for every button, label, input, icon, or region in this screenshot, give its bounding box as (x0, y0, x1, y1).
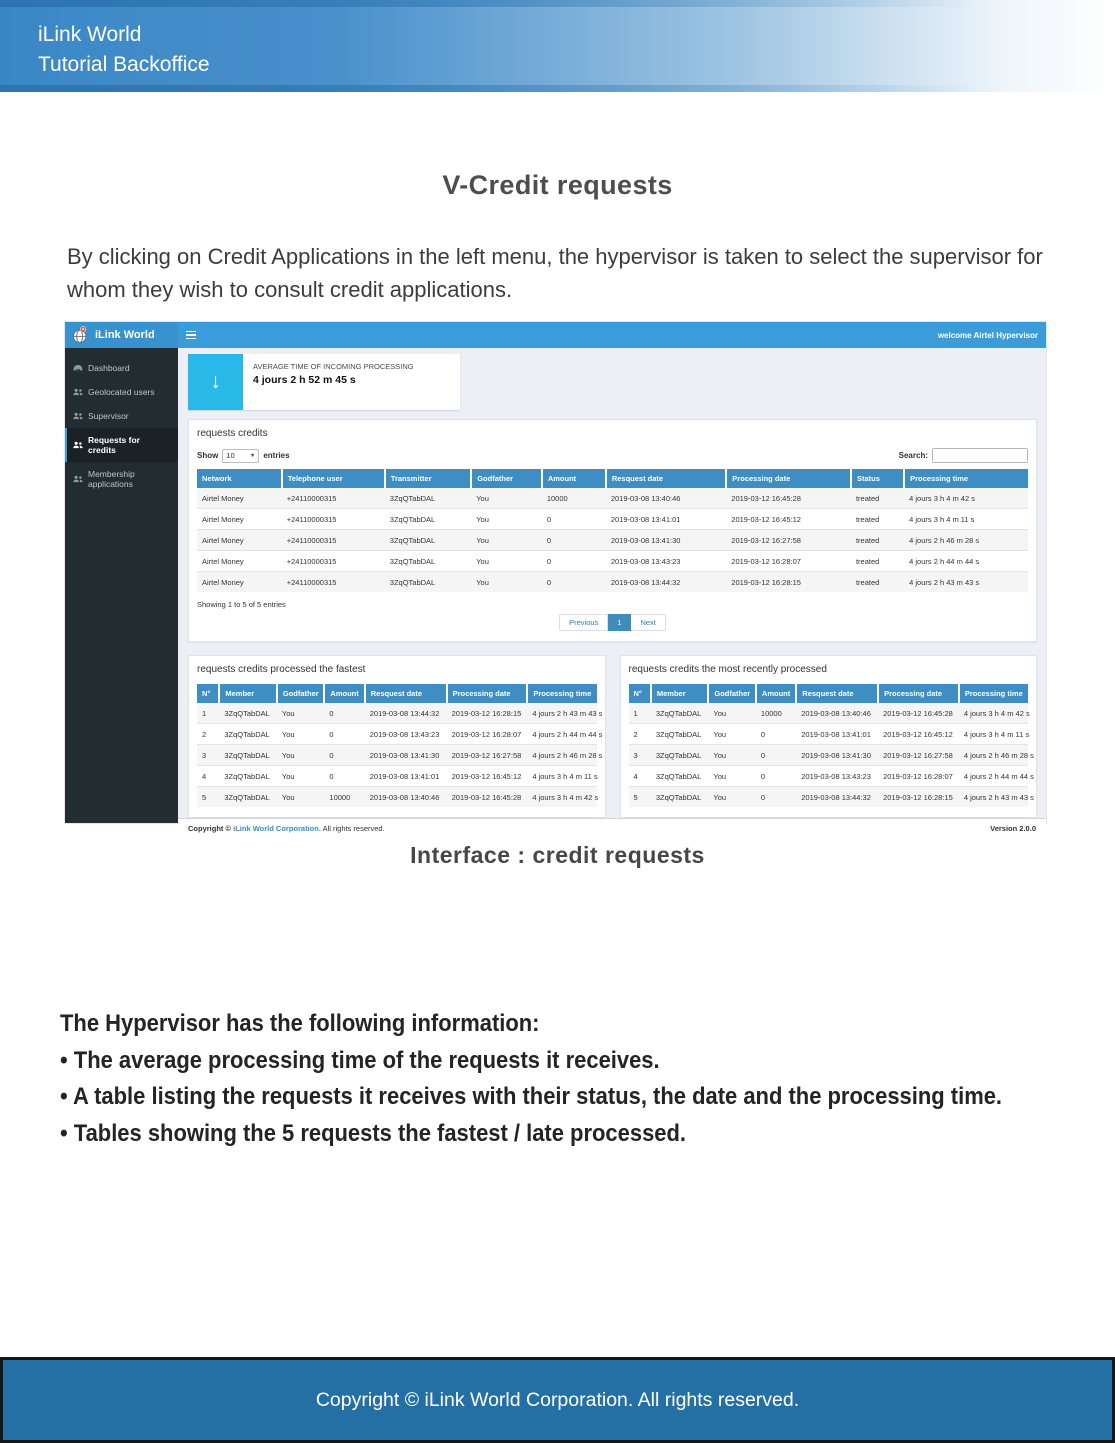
table-cell: 2019-03-12 16:45:28 (883, 708, 953, 718)
table-row (197, 572, 1028, 593)
recent-requests-panel (620, 655, 1038, 818)
table-cell: 3ZqQTabDAL (385, 509, 471, 530)
table-cell: 2019-03-08 13:41:01 (796, 724, 878, 745)
table-cell: 10000 (546, 493, 568, 503)
table-cell: 3 (197, 745, 219, 766)
table-row (197, 530, 1028, 551)
panel-title: requests credits processed the fastest (197, 664, 366, 675)
table-cell: 0 (329, 708, 334, 718)
column-header[interactable]: Godfather (471, 469, 542, 488)
panel-title: requests credits the most recently processed (628, 664, 827, 675)
users-icon (73, 475, 83, 483)
app-footer (178, 818, 1046, 842)
average-time-text (243, 354, 424, 410)
app-screenshot (65, 322, 1046, 833)
column-header[interactable]: Processing time (904, 469, 1028, 488)
app-navbar-rest (178, 322, 1046, 348)
table-cell: 3ZqQTabDAL (224, 708, 270, 718)
table-cell: 2 (629, 724, 651, 745)
app-sidebar (65, 348, 178, 823)
average-time-value: 4 jours 2 h 52 m 45 s (253, 374, 356, 386)
search-input[interactable] (932, 448, 1028, 463)
table-cell: 4 jours 2 h 46 m 28 s (527, 745, 596, 766)
table-cell: 3ZqQTabDAL (219, 787, 277, 808)
sidebar-item-label: Membership applications (88, 469, 135, 489)
table-cell: 4 jours 3 h 4 m 42 s (527, 787, 596, 808)
intro-paragraph: By clicking on Credit Applications in the left menu, the hypervisor is taken to select the supervisor for whom they wish to consult credit applications. (67, 244, 1043, 302)
table-cell: 0 (542, 551, 606, 572)
table-cell: 2019-03-12 16:28:07 (726, 551, 851, 572)
table-cell: 2019-03-12 16:27:58 (726, 530, 851, 551)
table-cell: 0 (756, 724, 796, 745)
table-cell: treated (855, 493, 880, 503)
table-cell: 4 (629, 766, 651, 787)
table-cell: You (471, 509, 542, 530)
column-header[interactable]: Processing date (726, 469, 851, 488)
users-icon (73, 441, 83, 449)
table-cell: 2019-03-12 16:28:15 (878, 787, 959, 808)
table-cell: 4 jours 2 h 43 m 43 s (532, 708, 603, 718)
table-cell: 0 (542, 530, 606, 551)
entries-select-value: 10 (226, 451, 235, 460)
table-row (629, 787, 1029, 808)
table-cell: You (708, 724, 756, 745)
column-header[interactable]: Member (219, 684, 277, 703)
sidebar-item-label: Requests for credits (88, 435, 140, 455)
column-header[interactable]: N° (197, 684, 219, 703)
table-cell: 4 jours 2 h 43 m 43 s (959, 787, 1028, 808)
recent-requests-table (629, 684, 1034, 807)
info-bullet: • Tables showing the 5 requests the fastest / late processed. (60, 1119, 687, 1147)
table-cell: 3ZqQTabDAL (389, 493, 436, 503)
table-cell: You (471, 572, 542, 593)
table-cell: 2019-03-08 13:44:32 (606, 572, 726, 593)
search-control (899, 448, 1028, 463)
column-header[interactable]: Resquest date (365, 684, 447, 703)
table-cell: Airtel Money (197, 530, 282, 551)
table-cell: 4 jours 2 h 44 m 44 s (904, 551, 1028, 572)
column-header[interactable]: Processing date (447, 684, 528, 703)
table-cell: You (471, 551, 542, 572)
table-cell: 0 (542, 572, 606, 593)
table-cell: Airtel Money (202, 493, 244, 503)
table-cell: You (277, 766, 325, 787)
table-cell: 0 (324, 745, 364, 766)
copyright-label: Copyright © (188, 824, 232, 833)
table-cell: 2019-03-12 16:27:58 (447, 745, 528, 766)
dashboard-icon (73, 364, 83, 372)
table-row (197, 766, 597, 787)
table-cell: 2019-03-08 13:43:23 (606, 551, 726, 572)
column-header[interactable]: Status (851, 469, 904, 488)
sidebar-toggle-icon[interactable] (186, 331, 196, 340)
table-row (629, 724, 1029, 745)
table-cell: Airtel Money (197, 572, 282, 593)
column-header[interactable]: Processing date (878, 684, 959, 703)
table-cell: 3ZqQTabDAL (385, 530, 471, 551)
table-cell: 3ZqQTabDAL (385, 551, 471, 572)
page-footer-bar (0, 1357, 1115, 1443)
table-cell: 4 jours 2 h 46 m 28 s (959, 745, 1028, 766)
panel-title: requests credits (197, 428, 268, 439)
column-header[interactable]: Amount (324, 684, 364, 703)
app-main (178, 348, 1046, 833)
document-header-banner (0, 0, 1115, 92)
sidebar-item-dashboard[interactable] (65, 356, 178, 380)
table-row (629, 766, 1029, 787)
down-arrow-icon: ↓ (188, 354, 243, 410)
table-cell: +24110000315 (286, 493, 337, 503)
table-cell: 3ZqQTabDAL (651, 724, 709, 745)
table-row (197, 724, 597, 745)
entries-select[interactable] (222, 449, 259, 463)
table-row (197, 551, 1028, 572)
previous-page-button[interactable]: Previous (559, 614, 608, 631)
showing-entries-text: Showing 1 to 5 of 5 entries (197, 600, 286, 609)
table-cell: 2019-03-12 16:28:07 (878, 766, 959, 787)
table-cell: 3ZqQTabDAL (219, 724, 277, 745)
search-label: Search: (898, 451, 928, 460)
column-header[interactable]: Telephone user (282, 469, 385, 488)
table-cell: 2019-03-12 16:45:12 (878, 724, 959, 745)
table-cell: You (708, 787, 756, 808)
table-cell: 10000 (760, 708, 782, 718)
table-cell: You (277, 724, 325, 745)
column-header[interactable]: Godfather (708, 684, 756, 703)
table-cell: treated (851, 551, 904, 572)
table-cell: You (277, 745, 325, 766)
table-cell: +24110000315 (282, 551, 385, 572)
users-icon (73, 388, 83, 396)
table-cell: 1 (633, 708, 638, 718)
table-cell: You (281, 708, 295, 718)
table-cell: You (708, 766, 756, 787)
table-cell: 2019-03-08 13:40:46 (610, 493, 681, 503)
table-cell: 2019-03-08 13:41:30 (365, 745, 447, 766)
table-cell: 2019-03-12 16:28:07 (447, 724, 528, 745)
show-label: Show (197, 451, 219, 460)
table-row (197, 488, 1028, 509)
sidebar-item-supervisor[interactable] (65, 404, 178, 428)
chevron-down-icon: ▼ (249, 452, 256, 459)
table-cell: 2019-03-08 13:40:46 (365, 787, 447, 808)
table-cell: 2019-03-12 16:28:15 (451, 708, 522, 718)
table-cell: +24110000315 (282, 572, 385, 593)
app-navbar (65, 322, 1046, 348)
table-cell: +24110000315 (282, 509, 385, 530)
app-content (178, 348, 1046, 818)
rights-label: All rights reserved. (322, 824, 385, 833)
globe-pin-logo-icon (71, 326, 89, 344)
sidebar-item-label: Dashboard (88, 363, 130, 373)
entries-length-control (197, 449, 290, 463)
document-header-text (38, 20, 210, 80)
column-header[interactable]: Member (651, 684, 709, 703)
column-header[interactable]: Processing time (959, 684, 1028, 703)
app-footer-copyright (188, 824, 385, 833)
sidebar-item-label: Geolocated users (88, 387, 155, 397)
average-time-label: AVERAGE TIME OF INCOMING PROCESSING (253, 362, 414, 371)
page-1-button[interactable]: 1 (608, 614, 631, 631)
header-line-1: iLink World (38, 23, 142, 46)
sidebar-item-label: Supervisor (88, 411, 129, 421)
table-cell: You (476, 493, 489, 503)
table-cell: 4 jours 2 h 44 m 44 s (959, 766, 1028, 787)
sidebar-item-membership-applications[interactable] (65, 462, 178, 496)
app-brand-label: iLink World (95, 329, 155, 341)
table-cell: 2019-03-08 13:44:32 (369, 708, 440, 718)
version-label: Version 2.0.0 (990, 824, 1036, 833)
column-header[interactable]: Transmitter (385, 469, 471, 488)
table-cell: 0 (542, 509, 606, 530)
table-cell: 5 (629, 787, 651, 808)
corporation-link[interactable]: iLink World Corporation. (233, 824, 321, 833)
page-title: V-Credit requests (442, 170, 673, 200)
table-cell: Airtel Money (197, 551, 282, 572)
table-cell: 5 (197, 787, 219, 808)
table-cell: 2019-03-08 13:40:46 (801, 708, 871, 718)
table-cell: 2019-03-08 13:41:01 (365, 766, 447, 787)
sidebar-item-geolocated-users[interactable] (65, 380, 178, 404)
table-cell: 3ZqQTabDAL (651, 766, 709, 787)
fastest-requests-panel (188, 655, 606, 818)
table-cell: treated (851, 530, 904, 551)
table-cell: 10000 (324, 787, 364, 808)
table-cell: treated (851, 572, 904, 593)
column-header[interactable]: Network (197, 469, 282, 488)
table-cell: 3ZqQTabDAL (385, 572, 471, 593)
table-cell: 2019-03-08 13:41:01 (606, 509, 726, 530)
table-cell: 4 (197, 766, 219, 787)
table-row (197, 509, 1028, 530)
requests-credits-table (197, 469, 1028, 592)
entries-label: entries (263, 451, 290, 460)
table-cell: 3ZqQTabDAL (219, 766, 277, 787)
table-cell: 4 jours 2 h 44 m 44 s (527, 724, 596, 745)
table-cell: +24110000315 (282, 530, 385, 551)
app-body (65, 348, 1046, 833)
header-line-2: Tutorial Backoffice (38, 53, 210, 76)
user-menu[interactable]: welcome Airtel Hypervisor (937, 330, 1038, 340)
screenshot-caption: Interface : credit requests (410, 842, 705, 868)
table-cell: 2019-03-12 16:28:15 (726, 572, 851, 593)
table-cell: 4 jours 3 h 4 m 42 s (963, 708, 1030, 718)
table-cell: 2019-03-12 16:45:28 (447, 787, 528, 808)
table-cell: 2019-03-12 16:45:12 (447, 766, 528, 787)
table-cell: 3ZqQTabDAL (651, 787, 709, 808)
average-time-infobox (188, 354, 460, 410)
table-cell: 2019-03-12 16:27:58 (878, 745, 959, 766)
table-cell: 4 jours 2 h 46 m 28 s (904, 530, 1028, 551)
info-bullet: • A table listing the requests it receives with their status, the date and the processing time. (60, 1083, 1003, 1110)
fastest-requests-table (197, 684, 603, 807)
table-row (629, 703, 1029, 724)
table-cell: You (713, 708, 727, 718)
table-cell: 2019-03-08 13:43:23 (796, 766, 878, 787)
table-cell: 4 jours 2 h 43 m 43 s (904, 572, 1028, 593)
table-row (197, 745, 597, 766)
column-header[interactable]: Amount (542, 469, 606, 488)
table-row (197, 703, 597, 724)
info-heading: The Hypervisor has the following information: (60, 1010, 540, 1037)
table-cell: 0 (324, 724, 364, 745)
column-header[interactable]: Godfather (277, 684, 325, 703)
bottom-panels-row (188, 655, 1037, 818)
column-header[interactable]: Resquest date (796, 684, 878, 703)
pagination (197, 614, 1028, 631)
table-cell: You (277, 787, 325, 808)
column-header[interactable]: Amount (756, 684, 796, 703)
column-header[interactable]: Resquest date (606, 469, 726, 488)
table-cell: 4 jours 3 h 4 m 42 s (909, 493, 975, 503)
next-page-button[interactable]: Next (631, 614, 665, 631)
table-row (197, 787, 597, 808)
table-cell: 3ZqQTabDAL (655, 708, 702, 718)
table-cell: Airtel Money (197, 509, 282, 530)
table-cell: 3 (629, 745, 651, 766)
app-brand[interactable] (65, 322, 178, 348)
table-cell: 2019-03-08 13:41:30 (796, 745, 878, 766)
sidebar-item-requests-for-credits[interactable] (65, 428, 178, 462)
table-cell: You (471, 530, 542, 551)
column-header[interactable]: Processing time (527, 684, 596, 703)
table-cell: 4 jours 3 h 4 m 11 s (527, 766, 596, 787)
table-cell: 2019-03-12 16:45:12 (726, 509, 851, 530)
page-footer-text: Copyright © iLink World Corporation. All rights reserved. (315, 1388, 800, 1411)
table-cell: 0 (756, 787, 796, 808)
requests-credits-panel (188, 419, 1037, 642)
table-cell: 4 jours 3 h 4 m 11 s (904, 509, 1028, 530)
info-bullet: • The average processing time of the requests it receives. (60, 1046, 660, 1074)
table-cell: 2019-03-12 16:45:28 (731, 493, 801, 503)
table-cell: 0 (756, 766, 796, 787)
table-cell: 2019-03-08 13:43:23 (365, 724, 447, 745)
table-cell: 2 (197, 724, 219, 745)
table-cell: 0 (756, 745, 796, 766)
table-row (629, 745, 1029, 766)
table-cell: 3ZqQTabDAL (219, 745, 277, 766)
users-icon (73, 412, 83, 420)
column-header[interactable]: N° (629, 684, 651, 703)
table-controls (197, 448, 1028, 463)
table-cell: 0 (324, 766, 364, 787)
table-cell: 2019-03-08 13:44:32 (796, 787, 878, 808)
table-cell: 4 jours 3 h 4 m 11 s (959, 724, 1028, 745)
info-block (60, 1006, 1112, 1152)
table-cell: 1 (202, 708, 207, 718)
table-cell: You (708, 745, 756, 766)
table-cell: 3ZqQTabDAL (651, 745, 709, 766)
table-cell: treated (851, 509, 904, 530)
table-cell: 2019-03-08 13:41:30 (606, 530, 726, 551)
